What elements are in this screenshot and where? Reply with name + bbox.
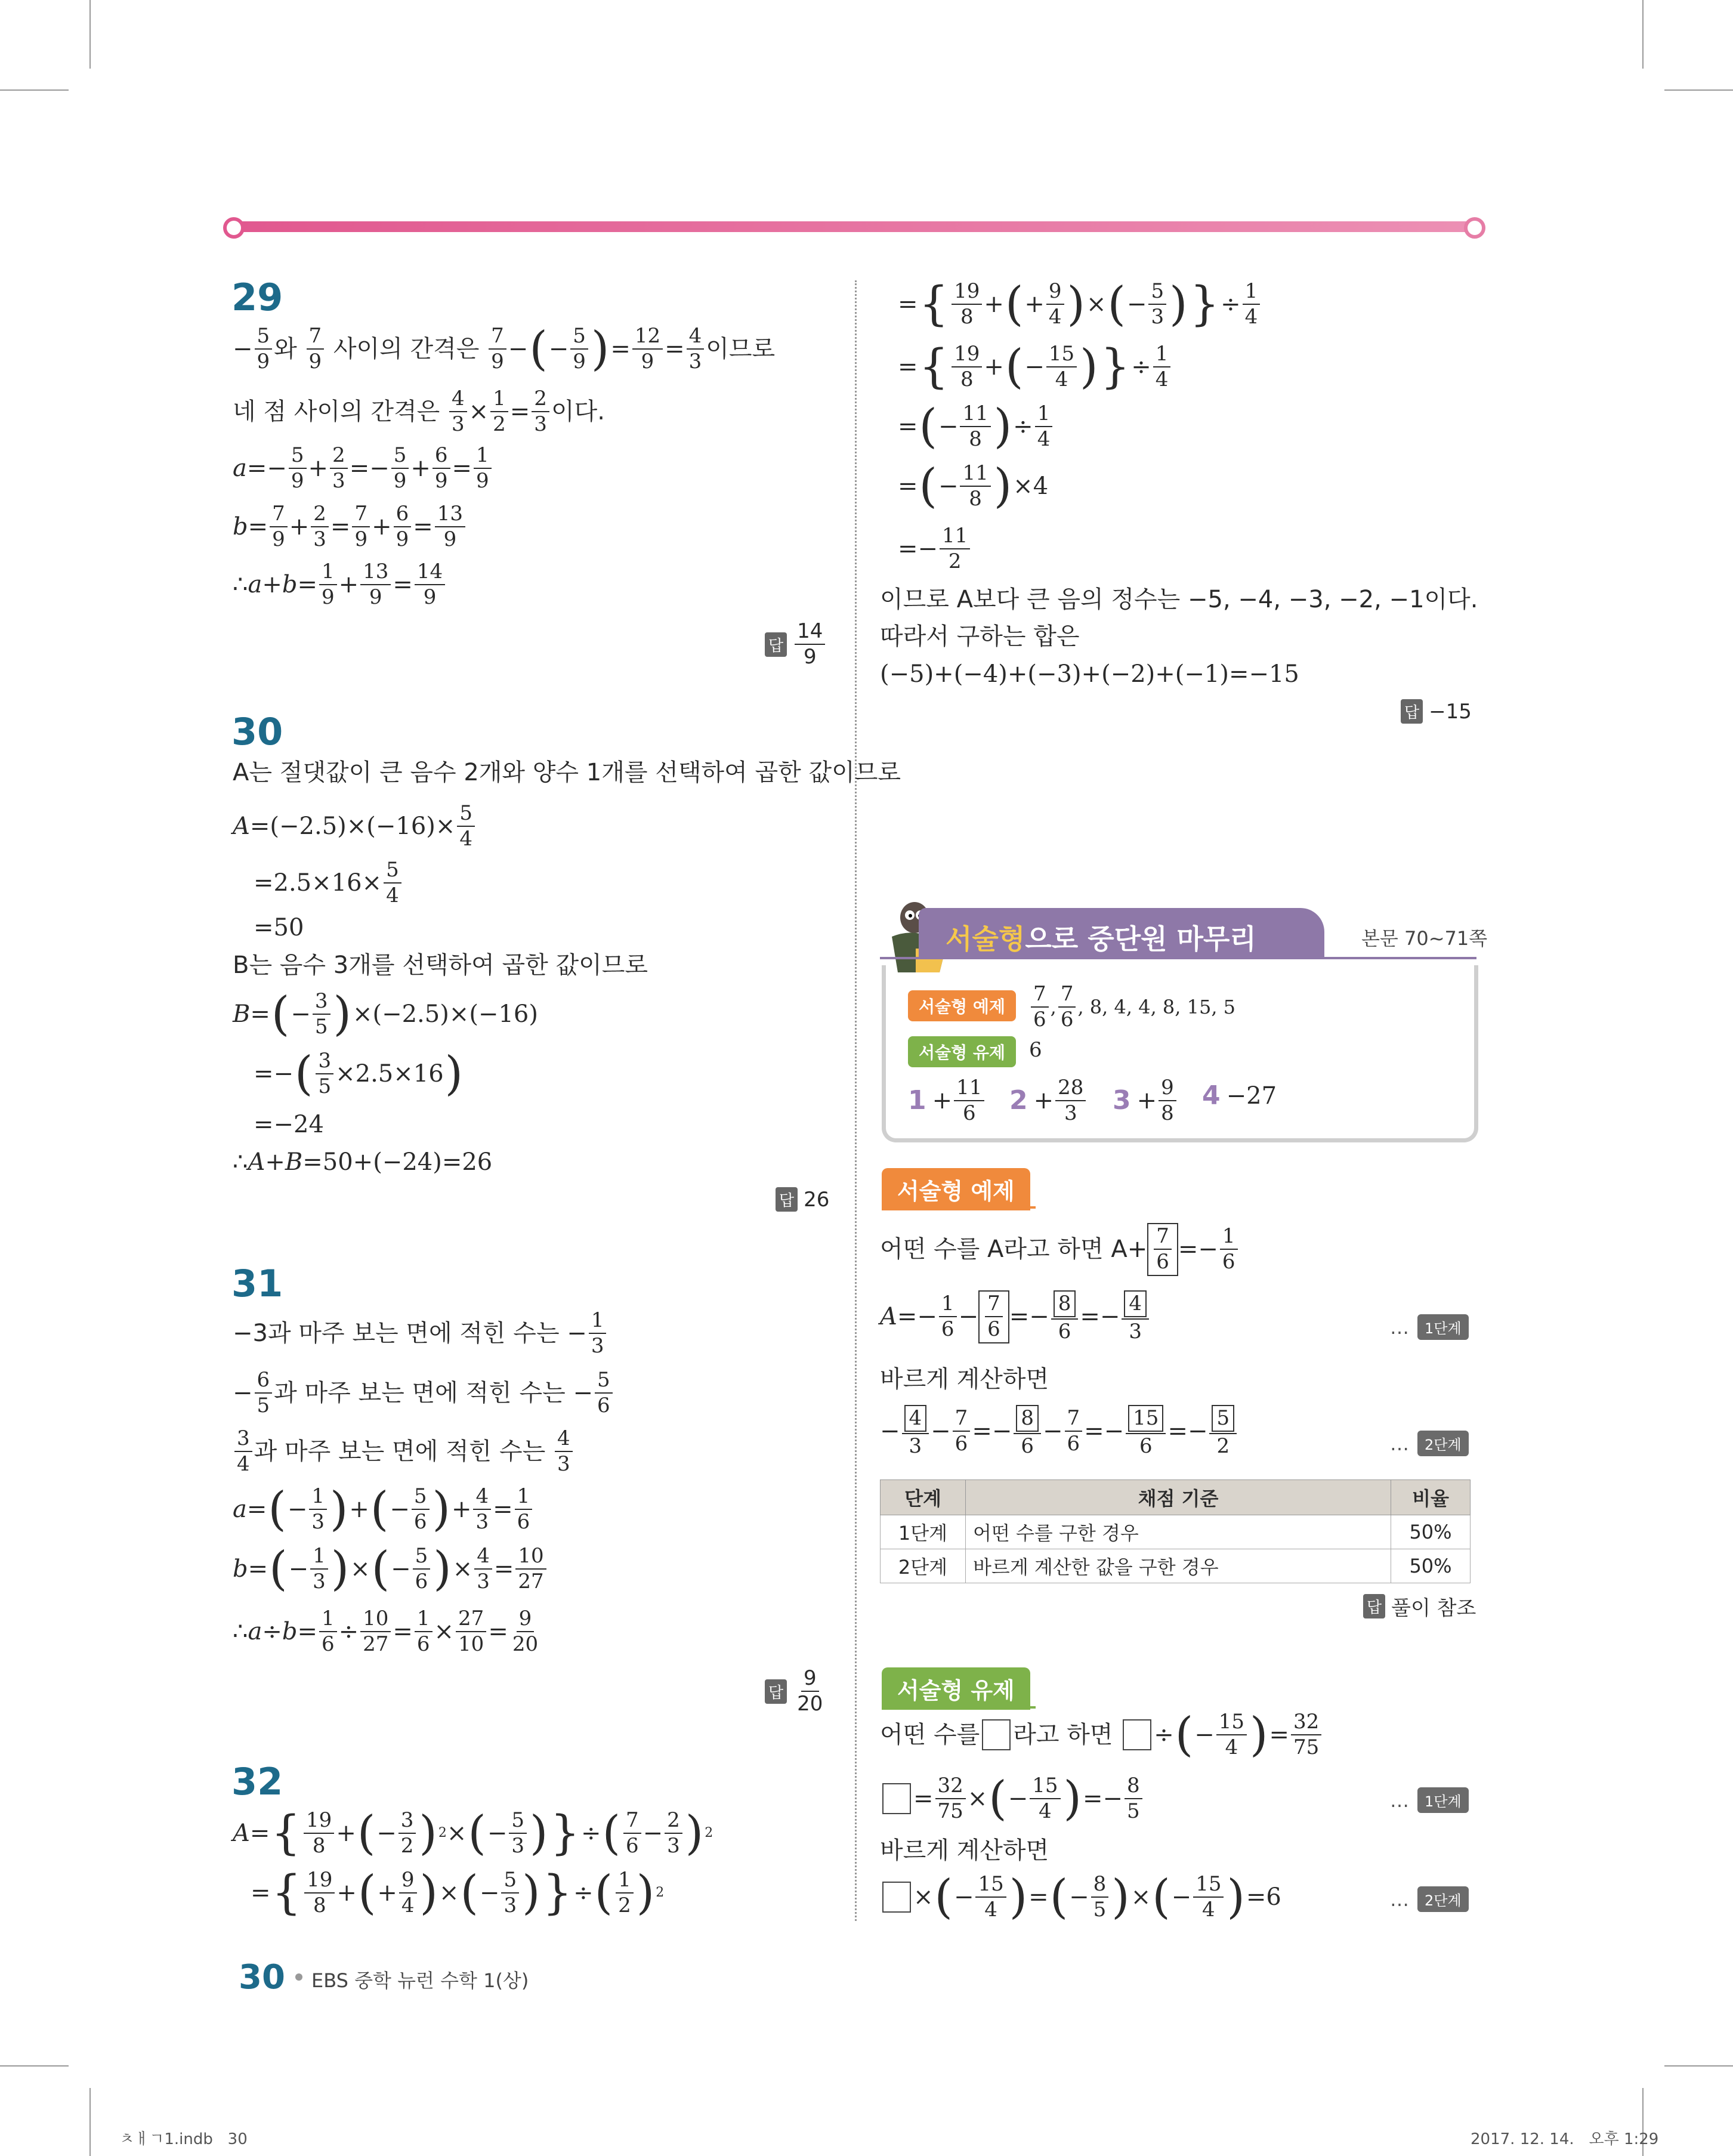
p30-answer: 답 26 [776, 1187, 829, 1212]
p30-line3: =2.5×16× $\frac{5}{4}$ [254, 859, 403, 907]
summary-item-3: 3 + $\frac{9}{8}$ [1113, 1077, 1178, 1125]
summary-example-answer: $\frac{7}{6}$ , $\frac{7}{6}$ , 8, 4, 4, 8, 15, 5 [1029, 983, 1235, 1031]
p31-line4: a = ( − $\frac{1}{3}$ ) + ( − $\frac{5}{6}$ ) + $\frac{4}{3}$ = $\frac{1}{6}$ [233, 1485, 534, 1534]
p32-line2: = { $\frac{19}{8}$ + ( + $\frac{9}{4}$ ) × ( − $\frac{5}{3}$ ) } ÷ ( $\frac{1}{2}$ ) 2 [251, 1866, 665, 1920]
p29-answer: 답 $\frac{14}{9}$ [765, 620, 827, 669]
summary-example-label: 서술형 예제 [908, 990, 1016, 1021]
p32-line4: = { $\frac{19}{8}$ + ( − $\frac{15}{4}$ ) } ÷ $\frac{1}{4}$ [898, 343, 1172, 391]
bullet-dot [295, 1973, 302, 1981]
blank-box [882, 1783, 911, 1814]
p29-line4: b = $\frac{7}{9}$ + $\frac{2}{3}$ = $\frac{7}{9}$ + $\frac{6}{9}$ = $\frac{13}{9}$ [233, 503, 467, 551]
crop-mark [89, 2088, 91, 2156]
p30-line5: B는 음수 3개를 선택하여 곱한 값이므로 [233, 952, 648, 979]
example-line4: − $\frac{4}{3}$ − $\frac{7}{6}$ =− $\frac{8}{6}$ − $\frac{7}{6}$ =− $\frac{15}{6}$ =− $\frac{5}{2}$ [880, 1405, 1238, 1458]
summary-title: 서술형으로 중단원 마무리 [946, 923, 1256, 955]
blank-box [882, 1882, 911, 1913]
p31-line5: b = ( − $\frac{1}{3}$ ) × ( − $\frac{5}{6}$ ) × $\frac{4}{3}$ = $\frac{10}{27}$ [233, 1545, 548, 1593]
similar-line3: 바르게 계산하면 [880, 1837, 1049, 1864]
example-line3: 바르게 계산하면 [880, 1366, 1049, 1393]
p32-line9: 따라서 구하는 합은 [880, 623, 1080, 650]
summary-similar-label: 서술형 유제 [908, 1036, 1016, 1067]
col-stage-header: 단계 [881, 1480, 966, 1515]
page-number: 30 [239, 1958, 285, 1997]
table-row: 2단계 바르게 계산한 값을 구한 경우 50% [881, 1549, 1471, 1583]
table-row: 1단계 어떤 수를 구한 경우 50% [881, 1515, 1471, 1549]
crop-mark [1642, 0, 1644, 69]
p32-line7: =− $\frac{11}{2}$ [898, 525, 972, 573]
p30-line8: =−24 [254, 1111, 324, 1138]
p29-line3: a =− $\frac{5}{9}$ + $\frac{2}{3}$ =− $\frac{5}{9}$ + $\frac{6}{9}$ = $\frac{1}{9}$ [233, 444, 493, 493]
similar-ribbon: 서술형 유제 [882, 1667, 1030, 1710]
p31-line3: $\frac{3}{4}$ 과 마주 보는 면에 적힌 수는 $\frac{4}{3}$ [233, 1428, 574, 1476]
example-stage2: … 2단계 [1390, 1431, 1469, 1456]
p32-line5: = ( − $\frac{11}{8}$ ) ÷ $\frac{1}{4}$ [898, 403, 1054, 451]
p30-line4: =50 [254, 914, 304, 941]
crop-mark [1664, 2065, 1733, 2067]
header-bar [233, 221, 1476, 232]
example-ribbon-line [882, 1206, 1036, 1209]
book-title: EBS 중학 뉴런 수학 1(상) [311, 1969, 529, 1992]
problem-number-30: 30 [231, 710, 283, 753]
example-stage1: … 1단계 [1390, 1314, 1469, 1340]
example-line2: A =− $\frac{1}{6}$ − $\frac{7}{6}$ =− $\frac{8}{6}$ =− $\frac{4}{3}$ [880, 1290, 1151, 1343]
p29-line2: 네 점 사이의 간격은 $\frac{4}{3}$ × $\frac{1}{2}$ = $\frac{2}{3}$ 이다. [233, 387, 605, 437]
col-criteria-header: 채점 기준 [966, 1480, 1391, 1515]
crop-mark [0, 89, 69, 91]
similar-line2: = $\frac{32}{75}$ × ( − $\frac{15}{4}$ ) =− $\frac{8}{5}$ [880, 1775, 1144, 1823]
example-answer: 답 풀이 참조 [1363, 1592, 1476, 1621]
p30-line6: B = ( − $\frac{3}{5}$ ) ×(−2.5)×(−16) [233, 987, 538, 1042]
scoring-table [880, 1479, 1471, 1583]
crop-mark [89, 0, 91, 69]
blank-box [1123, 1719, 1151, 1750]
summary-underline [880, 957, 1476, 959]
column-divider [855, 280, 857, 1921]
problem-number-31: 31 [231, 1262, 283, 1305]
p29-line1: − $\frac{5}{9}$ 와 $\frac{7}{9}$ 사이의 간격은 $\frac{7}{9}$ − ( − $\frac{5}{9}$ ) = $\frac{12}{9}$ = $\frac{4}{3}$ 이므로 [233, 322, 776, 376]
header-bar-dot-left [223, 217, 245, 239]
scoring-table-header [881, 1480, 1471, 1515]
header-bar-dot-right [1464, 217, 1485, 239]
similar-line1: 어떤 수를 라고 하면 ÷ ( − $\frac{15}{4}$ ) = $\frac{32}{75}$ [880, 1711, 1323, 1759]
print-timestamp: 2017. 12. 14. 오후 1:29 [1471, 2130, 1659, 2148]
p31-line1: −3과 마주 보는 면에 적힌 수는 − $\frac{1}{3}$ [233, 1309, 608, 1358]
p32-answer: 답 −15 [1401, 699, 1472, 724]
p30-line7: =− ( $\frac{3}{5}$ ×2.5×16 ) [254, 1047, 464, 1101]
p32-line8: 이므로 A보다 큰 음의 정수는 −5, −4, −3, −2, −1이다. [880, 586, 1478, 613]
p30-line2: A =(−2.5)×(−16)× $\frac{5}{4}$ [233, 802, 477, 851]
p31-answer: 답 $\frac{9}{20}$ [765, 1667, 827, 1716]
summary-similar-answer: 6 [1029, 1038, 1042, 1062]
p32-line10: (−5)+(−4)+(−3)+(−2)+(−1)=−15 [880, 660, 1299, 688]
summary-item-1: 1 + $\frac{11}{6}$ [908, 1077, 986, 1125]
summary-item-2: 2 + $\frac{28}{3}$ [1009, 1077, 1088, 1125]
p30-line9: ∴ A + B =50+(−24)=26 [233, 1148, 493, 1176]
print-file-info: ㅊㅐㄱ1.indb 30 [119, 2130, 248, 2148]
similar-ribbon-line [882, 1706, 1036, 1709]
similar-line4: × ( − $\frac{15}{4}$ ) = ( − $\frac{8}{5}$ ) × ( − $\frac{15}{4}$ ) =6 [880, 1873, 1281, 1922]
crop-mark [1664, 89, 1733, 91]
blank-box [982, 1719, 1011, 1750]
problem-number-32: 32 [231, 1760, 283, 1803]
similar-stage1: … 1단계 [1390, 1787, 1469, 1813]
p32-line3: = { $\frac{19}{8}$ + ( + $\frac{9}{4}$ ) × ( − $\frac{5}{3}$ ) } ÷ $\frac{1}{4}$ [898, 280, 1262, 329]
p32-line6: = ( − $\frac{11}{8}$ ) ×4 [898, 459, 1049, 514]
example-ribbon: 서술형 예제 [882, 1168, 1030, 1210]
summary-item-4: 4 −27 [1202, 1080, 1277, 1111]
p29-line5: ∴ a + b = $\frac{1}{9}$ + $\frac{13}{9}$ = $\frac{14}{9}$ [233, 561, 447, 609]
p32-line1: A = { $\frac{19}{8}$ + ( − $\frac{3}{2}$ ) 2 × ( − $\frac{5}{3}$ ) } ÷ ( $\frac{7}{6}$ − $\frac{2}{3}$ ) 2 [233, 1806, 713, 1861]
example-line1: 어떤 수를 A라고 하면 A+ $\frac{7}{6}$ =− $\frac{1}{6}$ [880, 1223, 1240, 1276]
p31-line6: ∴ a ÷ b = $\frac{1}{6}$ ÷ $\frac{10}{27}$ = $\frac{1}{6}$ × $\frac{27}{10}$ = $\frac{9}{20}$ [233, 1607, 539, 1657]
crop-mark [0, 2065, 69, 2067]
similar-stage2: … 2단계 [1390, 1886, 1469, 1912]
summary-page-ref: 본문 70~71쪽 [1361, 927, 1488, 950]
col-ratio-header: 비율 [1391, 1480, 1471, 1515]
p31-line2: − $\frac{6}{5}$ 과 마주 보는 면에 적힌 수는 − $\frac{5}{6}$ [233, 1369, 614, 1417]
p30-line1: A는 절댓값이 큰 음수 2개와 양수 1개를 선택하여 곱한 값이므로 [233, 759, 901, 786]
problem-number-29: 29 [231, 276, 283, 319]
